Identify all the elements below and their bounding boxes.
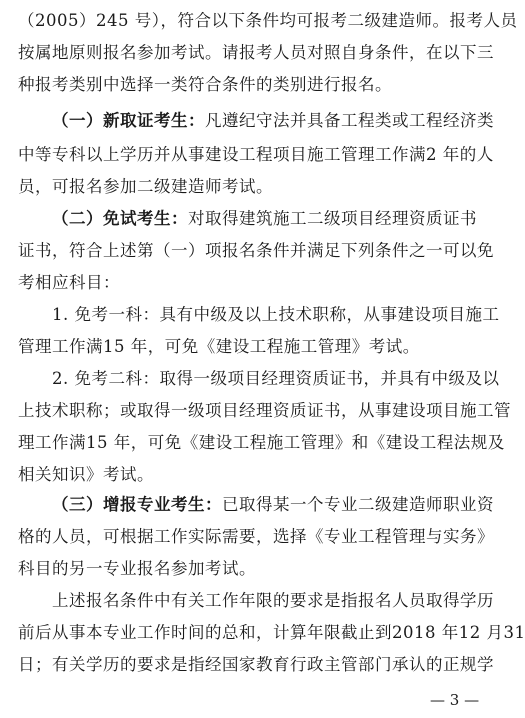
paragraph-line: 理工作满15 年，可免《建设工程施工管理》和《建设工程法规及 <box>18 433 505 452</box>
paragraph-text: 凡遵纪守法并具备工程类或工程经济类 <box>205 111 494 130</box>
paragraph-line: 上技术职称；或取得一级项目经理资质证书，从事建设项目施工管 <box>18 401 511 420</box>
paragraph-line: 格的人员，可根据工作实际需要，选择《专业工程管理与实务》 <box>18 527 494 546</box>
page-number: — 3 — <box>430 691 480 709</box>
section-heading-additional-specialty: （三）增报专业考生： <box>52 495 222 514</box>
paragraph-text: 对取得建筑施工二级项目经理资质证书 <box>188 209 477 228</box>
section-line <box>52 494 525 516</box>
section-heading-new-candidates: （一）新取证考生： <box>52 111 205 130</box>
paragraph-text: 已取得某一个专业二级建造师职业资 <box>222 495 494 514</box>
paragraph-line: 管理工作满15 年，可免《建设工程施工管理》考试。 <box>18 337 420 356</box>
paragraph-line: 前后从事本专业工作时间的总和，计算年限截止到2018 年12 月31 <box>18 623 525 642</box>
paragraph-line: 上述报名条件中有关工作年限的要求是指报名人员取得学历 <box>52 591 494 610</box>
section-line <box>52 110 525 132</box>
paragraph-line: 员，可报名参加二级建造师考试。 <box>18 177 273 196</box>
paragraph-line: 科目的另一专业报名参加考试。 <box>18 559 256 578</box>
paragraph-line: 日；有关学历的要求是指经国家教育行政主管部门承认的正规学 <box>18 655 494 674</box>
section-line <box>52 208 525 230</box>
paragraph-line: 证书，符合上述第（一）项报名条件并满足下列条件之一可以免 <box>18 241 494 260</box>
paragraph-line: 考相应科目： <box>18 273 120 292</box>
paragraph-line: 种报考类别中选择一类符合条件的类别进行报名。 <box>18 75 392 94</box>
paragraph-line: 1. 免考一科：具有中级及以上技术职称，从事建设项目施工 <box>52 305 500 324</box>
section-heading-exempt-candidates: （二）免试考生： <box>52 209 188 228</box>
paragraph-line: 中等专科以上学历并从事建设工程项目施工管理工作满2 年的人 <box>18 145 494 164</box>
paragraph-line: 2. 免考二科：取得一级项目经理资质证书，并具有中级及以 <box>52 369 500 388</box>
paragraph-line: 按属地原则报名参加考试。请报考人员对照自身条件，在以下三 <box>18 43 494 62</box>
paragraph-line: 相关知识》考试。 <box>18 465 154 484</box>
paragraph-line: （2005）245 号），符合以下条件均可报考二级建造师。报考人员 <box>18 11 518 30</box>
